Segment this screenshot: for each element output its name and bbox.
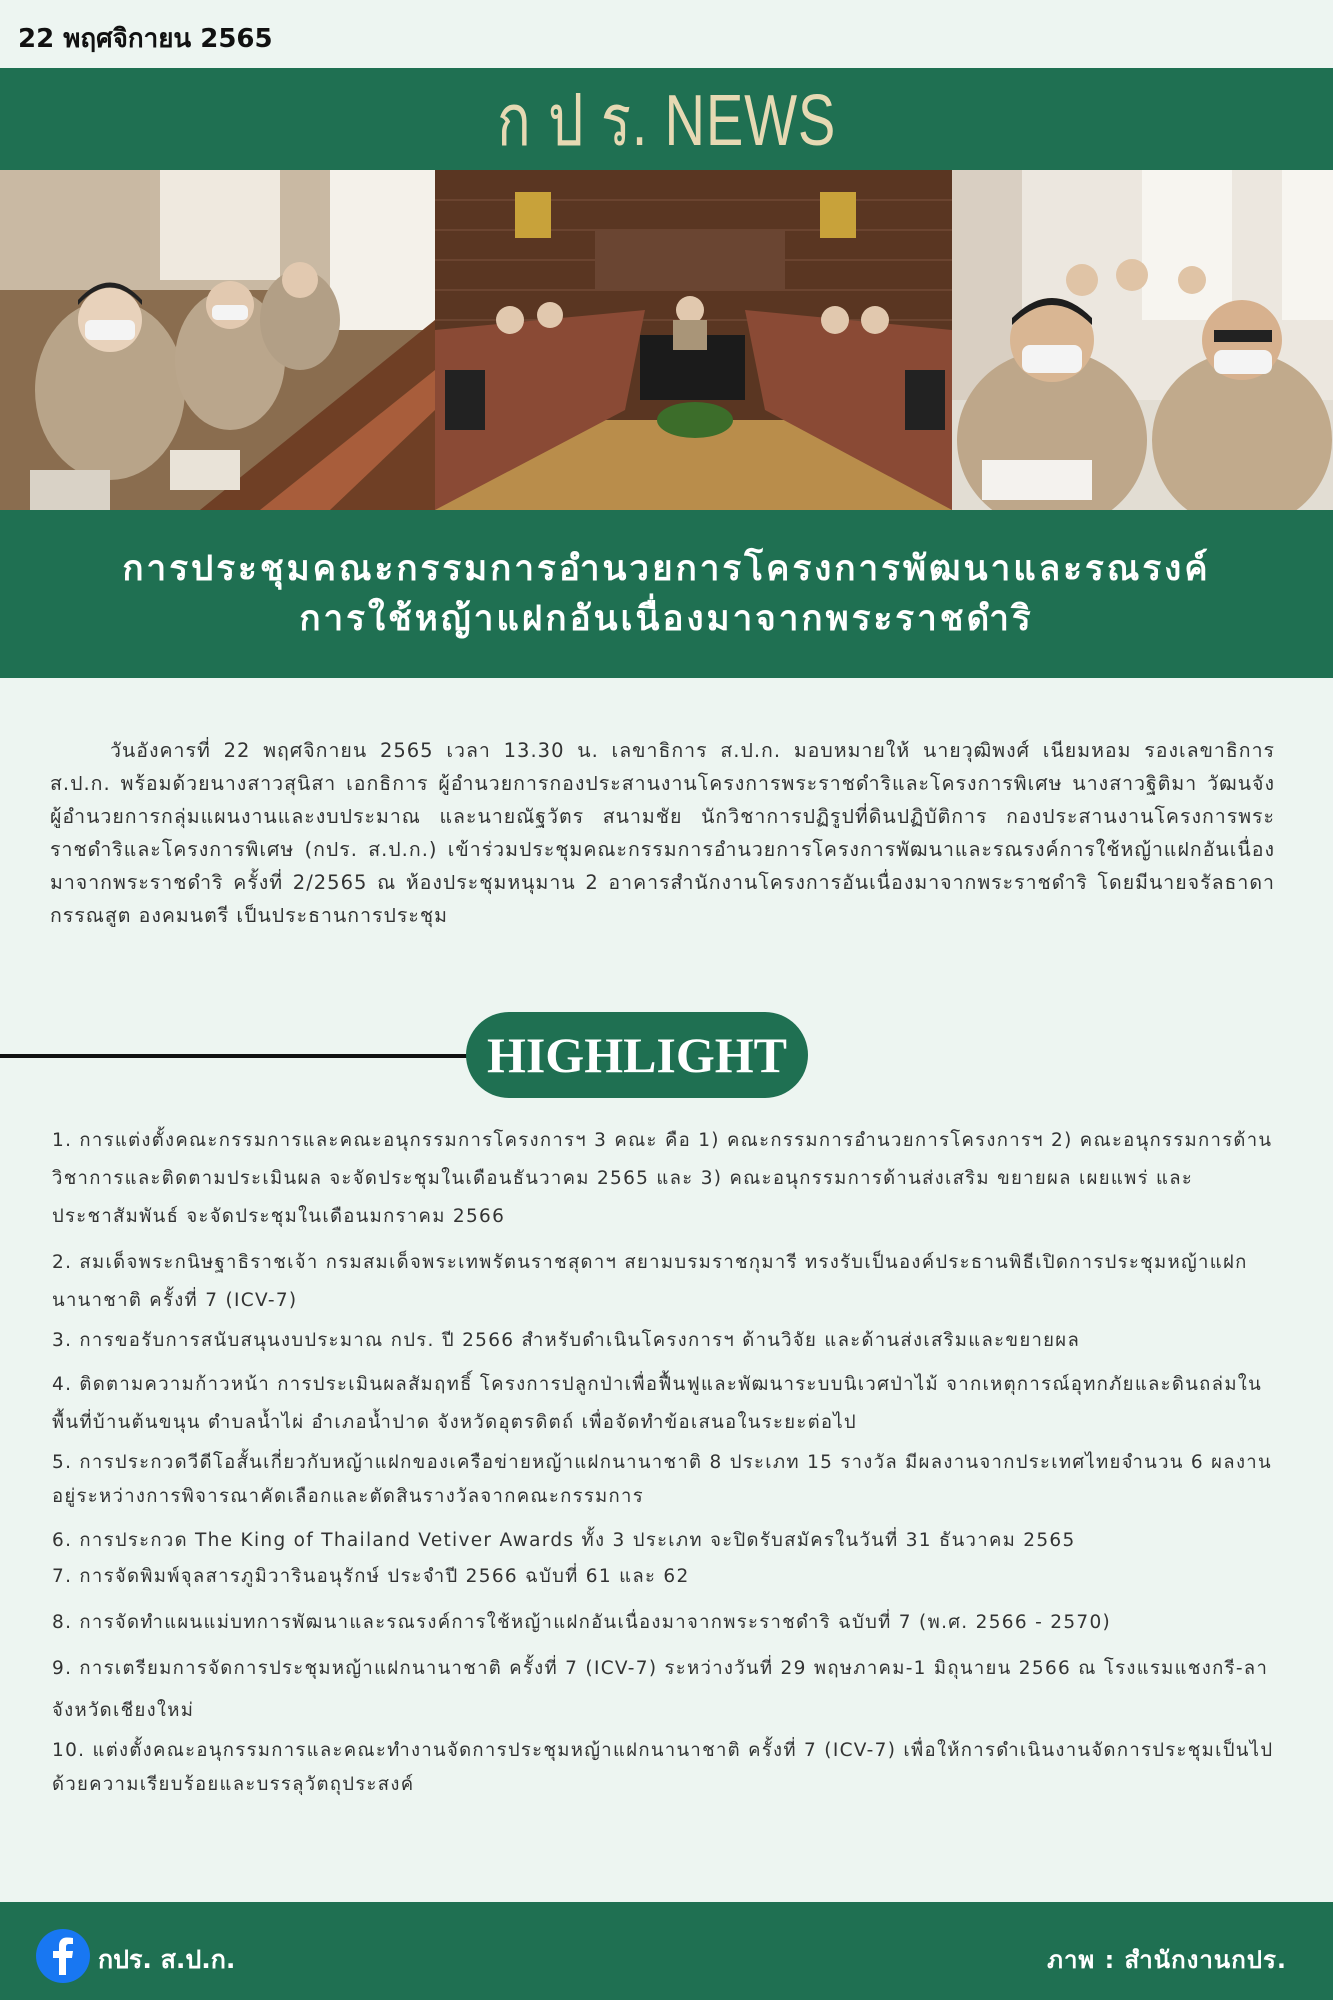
meeting-photo-right (952, 170, 1333, 510)
photo-credit: ภาพ : สำนักงานกปร. (1047, 1946, 1287, 1974)
highlight-item-8: 8. การจัดทำแผนแม่บทการพัฒนาและรณรงค์การใช้หญ้าแฝกอันเนื่องมาจากพระราชดำริ ฉบับที่ 7 (พ.ศ. 2566 - 2570) (52, 1612, 1112, 1633)
masthead (0, 68, 1333, 170)
headline-line-2: การใช้หญ้าแฝกอันเนื่องมาจากพระราชดำริ (299, 599, 1034, 639)
issue-date: 22 พฤศจิกายน 2565 (18, 24, 273, 54)
highlight-item-1: 1. การแต่งตั้งคณะกรรมการและคณะอนุกรรมการโครงการฯ 3 คณะ คือ 1) คณะกรรมการอำนวยการโครงการฯ 2) คณะอนุกรรมการด้านวิชาการและติดตามประเมินผล จะจัดประชุมในเดือนธันวาคม 2565 และ 3) คณะอนุกรรมการด้านส่งเสริม ขยายผล เผยแพร่ และประชาสัมพันธ์ จะจัดประชุมในเดือนมกราคม 2566 (52, 1130, 1273, 1227)
highlight-item-9: 9. การเตรียมการจัดการประชุมหญ้าแฝกนานาชาติ ครั้งที่ 7 (ICV-7) ระหว่างวันที่ 29 พฤษภาคม-1 มิถุนายน 2566 ณ โรงแรมแชงกรี-ลา จังหวัดเชียงใหม่ (52, 1658, 1269, 1721)
highlight-divider (0, 1054, 470, 1058)
highlight-title: HIGHLIGHT (486, 1027, 788, 1083)
meeting-photo-left (0, 170, 435, 510)
highlight-item-3: 3. การขอรับการสนับสนุนงบประมาณ กปร. ปี 2566 สำหรับดำเนินโครงการฯ ด้านวิจัย และด้านส่งเสริมและขยายผล (52, 1330, 1081, 1351)
meeting-photo-center (435, 170, 952, 510)
highlight-item-5: 5. การประกวดวีดีโอสั้นเกี่ยวกับหญ้าแฝกของเครือข่ายหญ้าแฝกนานาชาติ 8 ประเภท 15 รางวัล มีผลงานจากประเทศไทยจำนวน 6 ผลงาน อยู่ระหว่างการพิจารณาคัดเลือกและตัดสินรางวัลจากคณะกรรมการ (52, 1452, 1272, 1507)
facebook-page-label[interactable]: กปร. ส.ป.ก. (98, 1945, 236, 1974)
highlight-item-7: 7. การจัดพิมพ์จุลสารภูมิวารินอนุรักษ์ ประจำปี 2566 ฉบับที่ 61 และ 62 (52, 1566, 690, 1587)
photo-strip (0, 170, 1333, 510)
masthead-title: ก ป ร. NEWS (496, 80, 837, 161)
intro-paragraph: วันอังคารที่ 22 พฤศจิกายน 2565 เวลา 13.30 น. เลขาธิการ ส.ป.ก. มอบหมายให้ นายวุฒิพงศ์ เนียมหอม รองเลขาธิการ ส.ป.ก. พร้อมด้วยนางสาวสุนิสา เอกธิการ ผู้อำนวยการกองประสานงานโครงการพระราชดำริและโครงการพิเศษ นางสาวฐิติมา วัฒนจัง ผู้อำนวยการกลุ่มแผนงานและงบประมาณ และนายณัฐวัตร สนามชัย นักวิชาการปฏิรูปที่ดินปฏิบัติการ กองประสานงานโครงการพระราชดำริและโครงการพิเศษ (กปร. ส.ป.ก.) เข้าร่วมประชุมคณะกรรมการอำนวยการโครงการพัฒนาและรณรงค์การใช้หญ้าแฝกอันเนื่องมาจากพระราชดำริ ครั้งที่ 2/2565 ณ ห้องประชุมหนุมาน 2 อาคารสำนักงานโครงการอันเนื่องมาจากพระราชดำริ โดยมีนายจรัลธาดา กรรณสูต องคมนตรี เป็นประธานการประชุม (50, 739, 1275, 927)
highlight-item-4: 4. ติดตามความก้าวหน้า การประเมินผลสัมฤทธิ์ โครงการปลูกป่าเพื่อฟื้นฟูและพัฒนาระบบนิเวศป่าไม้ จากเหตุการณ์อุทกภัยและดินถล่มในพื้นที่บ้านต้นขนุน ตำบลน้ำไผ่ อำเภอน้ำปาด จังหวัดอุตรดิตถ์ เพื่อจัดทำข้อเสนอในระยะต่อไป (52, 1374, 1263, 1433)
highlight-badge (466, 1012, 808, 1098)
highlight-item-10: 10. แต่งตั้งคณะอนุกรรมการและคณะทำงานจัดการประชุมหญ้าแฝกนานาชาติ ครั้งที่ 7 (ICV-7) เพื่อให้การดำเนินงานจัดการประชุมเป็นไปด้วยความเรียบร้อยและบรรลุวัตถุประสงค์ (52, 1740, 1274, 1795)
highlight-item-2: 2. สมเด็จพระกนิษฐาธิราชเจ้า กรมสมเด็จพระเทพรัตนราชสุดาฯ สยามบรมราชกุมารี ทรงรับเป็นองค์ประธานพิธีเปิดการประชุมหญ้าแฝกนานาชาติ ครั้งที่ 7 (ICV-7) (52, 1252, 1248, 1311)
highlight-item-6: 6. การประกวด The King of Thailand Vetiver Awards ทั้ง 3 ประเภท จะปิดรับสมัครในวันที่ 31 ธันวาคม 2565 (52, 1530, 1076, 1551)
headline-band (0, 510, 1333, 678)
facebook-icon[interactable] (36, 1929, 90, 1983)
headline-line-1: การประชุมคณะกรรมการอำนวยการโครงการพัฒนาและรณรงค์ (122, 549, 1211, 589)
